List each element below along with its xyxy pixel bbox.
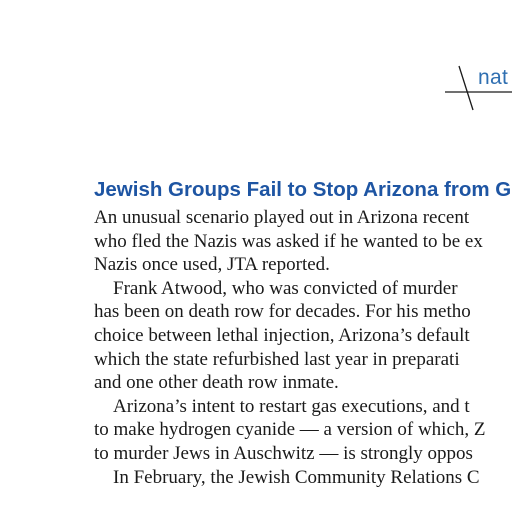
body-line: An unusual scenario played out in Arizona recent xyxy=(94,207,470,228)
body-line: Arizona’s intent to restart gas executions, and t xyxy=(113,395,470,417)
section-marker xyxy=(445,64,512,112)
body-line: to murder Jews in Auschwitz — is strongly oppos xyxy=(94,442,473,464)
article-body xyxy=(94,206,512,489)
body-line: Frank Atwood, who was convicted of murder xyxy=(113,277,458,299)
body-line: has been on death row for decades. For his metho xyxy=(94,301,471,323)
body-line: choice between lethal injection, Arizona’s default xyxy=(94,324,470,346)
body-line: and one other death row inmate. xyxy=(94,372,339,394)
body-line: who fled the Nazis was asked if he wanted to be ex xyxy=(94,230,483,252)
body-line: In February, the Jewish Community Relations C xyxy=(113,466,480,488)
article-headline: Jewish Groups Fail to Stop Arizona from G xyxy=(94,178,512,201)
section-label: nat xyxy=(478,66,509,89)
body-line: Nazis once used, JTA reported. xyxy=(94,254,330,276)
body-line: to make hydrogen cyanide — a version of which, Z xyxy=(94,419,486,441)
body-line: which the state refurbished last year in preparati xyxy=(94,348,460,370)
